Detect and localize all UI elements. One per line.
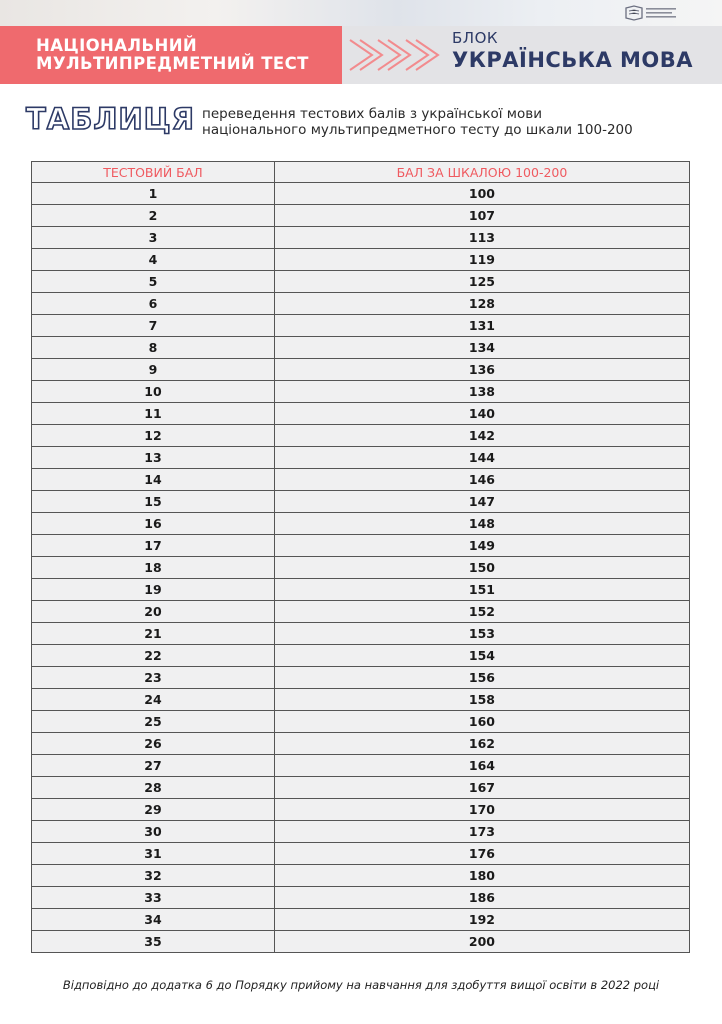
- subject-title: УКРАЇНСЬКА МОВА: [452, 48, 694, 72]
- table-row: [32, 271, 690, 293]
- test-score-cell: 26: [32, 733, 275, 755]
- test-score-cell: 7: [32, 315, 275, 337]
- test-score-cell: 14: [32, 469, 275, 491]
- table-row: [32, 777, 690, 799]
- scale-score-cell: 154: [274, 645, 689, 667]
- scale-score-cell: 200: [274, 931, 689, 953]
- test-score-cell: 35: [32, 931, 275, 953]
- table-row: [32, 403, 690, 425]
- scale-score-cell: 107: [274, 205, 689, 227]
- scale-score-cell: 158: [274, 689, 689, 711]
- table-row: [32, 733, 690, 755]
- scale-score-cell: 151: [274, 579, 689, 601]
- scale-score-cell: 167: [274, 777, 689, 799]
- table-row: [32, 249, 690, 271]
- test-score-cell: 15: [32, 491, 275, 513]
- scale-score-cell: 140: [274, 403, 689, 425]
- table-row: [32, 667, 690, 689]
- header-photo-strip: [0, 0, 722, 26]
- title-big: ТАБЛИЦЯ: [26, 102, 195, 136]
- table-row: [32, 909, 690, 931]
- chevrons-icon: [342, 26, 442, 84]
- test-score-cell: 20: [32, 601, 275, 623]
- test-score-cell: 23: [32, 667, 275, 689]
- scale-score-cell: 153: [274, 623, 689, 645]
- table-row: [32, 865, 690, 887]
- table-row: [32, 359, 690, 381]
- test-score-cell: 29: [32, 799, 275, 821]
- scale-score-cell: 119: [274, 249, 689, 271]
- scale-score-cell: 173: [274, 821, 689, 843]
- test-score-cell: 4: [32, 249, 275, 271]
- test-score-cell: 22: [32, 645, 275, 667]
- test-score-cell: 33: [32, 887, 275, 909]
- table-row: [32, 843, 690, 865]
- scale-score-cell: 186: [274, 887, 689, 909]
- test-score-cell: 34: [32, 909, 275, 931]
- footer-note: Відповідно до додатка 6 до Порядку прийому на навчання для здобуття вищої освіти в 2022 році: [62, 978, 660, 992]
- test-score-cell: 19: [32, 579, 275, 601]
- scale-score-cell: 148: [274, 513, 689, 535]
- table-row: [32, 755, 690, 777]
- scale-score-cell: 134: [274, 337, 689, 359]
- test-score-cell: 24: [32, 689, 275, 711]
- table-row: [32, 315, 690, 337]
- block-label: БЛОК: [452, 29, 499, 47]
- scale-score-cell: 156: [274, 667, 689, 689]
- table-row: [32, 447, 690, 469]
- table-row: [32, 535, 690, 557]
- scale-score-cell: 131: [274, 315, 689, 337]
- column-header-scale-score: БАЛ ЗА ШКАЛОЮ 100-200: [274, 162, 689, 183]
- scale-score-cell: 150: [274, 557, 689, 579]
- test-score-cell: 16: [32, 513, 275, 535]
- scale-score-cell: 192: [274, 909, 689, 931]
- table-row: [32, 337, 690, 359]
- title-subtitle: [202, 106, 722, 138]
- table-row: [32, 491, 690, 513]
- test-score-cell: 6: [32, 293, 275, 315]
- table-row: [32, 469, 690, 491]
- subtitle-line-2: національного мультипредметного тесту до шкали 100-200: [202, 122, 633, 138]
- banner-line-2: МУЛЬТИПРЕДМЕТНИЙ ТЕСТ: [36, 54, 309, 73]
- score-conversion-table: [31, 161, 690, 953]
- column-header-test-score: ТЕСТОВИЙ БАЛ: [32, 162, 275, 183]
- test-score-cell: 8: [32, 337, 275, 359]
- subtitle-line-1: переведення тестових балів з української мови: [202, 106, 542, 122]
- subject-banner: [342, 26, 722, 84]
- table-row: [32, 293, 690, 315]
- scale-score-cell: 138: [274, 381, 689, 403]
- test-score-cell: 31: [32, 843, 275, 865]
- test-score-cell: 5: [32, 271, 275, 293]
- table-row: [32, 579, 690, 601]
- test-score-cell: 12: [32, 425, 275, 447]
- scale-score-cell: 113: [274, 227, 689, 249]
- test-score-cell: 2: [32, 205, 275, 227]
- scale-score-cell: 164: [274, 755, 689, 777]
- scale-score-cell: 147: [274, 491, 689, 513]
- test-score-cell: 11: [32, 403, 275, 425]
- table-row: [32, 425, 690, 447]
- scale-score-cell: 146: [274, 469, 689, 491]
- scale-score-cell: 136: [274, 359, 689, 381]
- scale-score-cell: 100: [274, 183, 689, 205]
- ukrainian-center-logo-icon: [624, 4, 680, 22]
- test-score-cell: 25: [32, 711, 275, 733]
- table-row: [32, 227, 690, 249]
- test-score-cell: 30: [32, 821, 275, 843]
- scale-score-cell: 125: [274, 271, 689, 293]
- table-row: [32, 205, 690, 227]
- test-score-cell: 13: [32, 447, 275, 469]
- banner-line-1: НАЦІОНАЛЬНИЙ: [36, 36, 198, 55]
- table-row: [32, 931, 690, 953]
- test-score-cell: 18: [32, 557, 275, 579]
- scale-score-cell: 176: [274, 843, 689, 865]
- test-score-cell: 32: [32, 865, 275, 887]
- table-row: [32, 557, 690, 579]
- test-score-cell: 17: [32, 535, 275, 557]
- test-score-cell: 9: [32, 359, 275, 381]
- scale-score-cell: 152: [274, 601, 689, 623]
- scale-score-cell: 144: [274, 447, 689, 469]
- scale-score-cell: 162: [274, 733, 689, 755]
- scale-score-cell: 170: [274, 799, 689, 821]
- table-row: [32, 623, 690, 645]
- table-row: [32, 601, 690, 623]
- table-row: [32, 381, 690, 403]
- test-score-cell: 1: [32, 183, 275, 205]
- test-score-cell: 3: [32, 227, 275, 249]
- table-row: [32, 821, 690, 843]
- test-score-cell: 21: [32, 623, 275, 645]
- table-header-row: [32, 162, 690, 183]
- table-row: [32, 887, 690, 909]
- test-score-cell: 27: [32, 755, 275, 777]
- scale-score-cell: 149: [274, 535, 689, 557]
- scale-score-cell: 128: [274, 293, 689, 315]
- scale-score-cell: 180: [274, 865, 689, 887]
- scale-score-cell: 160: [274, 711, 689, 733]
- test-score-cell: 28: [32, 777, 275, 799]
- table-row: [32, 513, 690, 535]
- table-row: [32, 689, 690, 711]
- test-name-banner: [0, 26, 342, 84]
- table-row: [32, 799, 690, 821]
- table-row: [32, 183, 690, 205]
- table-row: [32, 645, 690, 667]
- scale-score-cell: 142: [274, 425, 689, 447]
- test-score-cell: 10: [32, 381, 275, 403]
- table-row: [32, 711, 690, 733]
